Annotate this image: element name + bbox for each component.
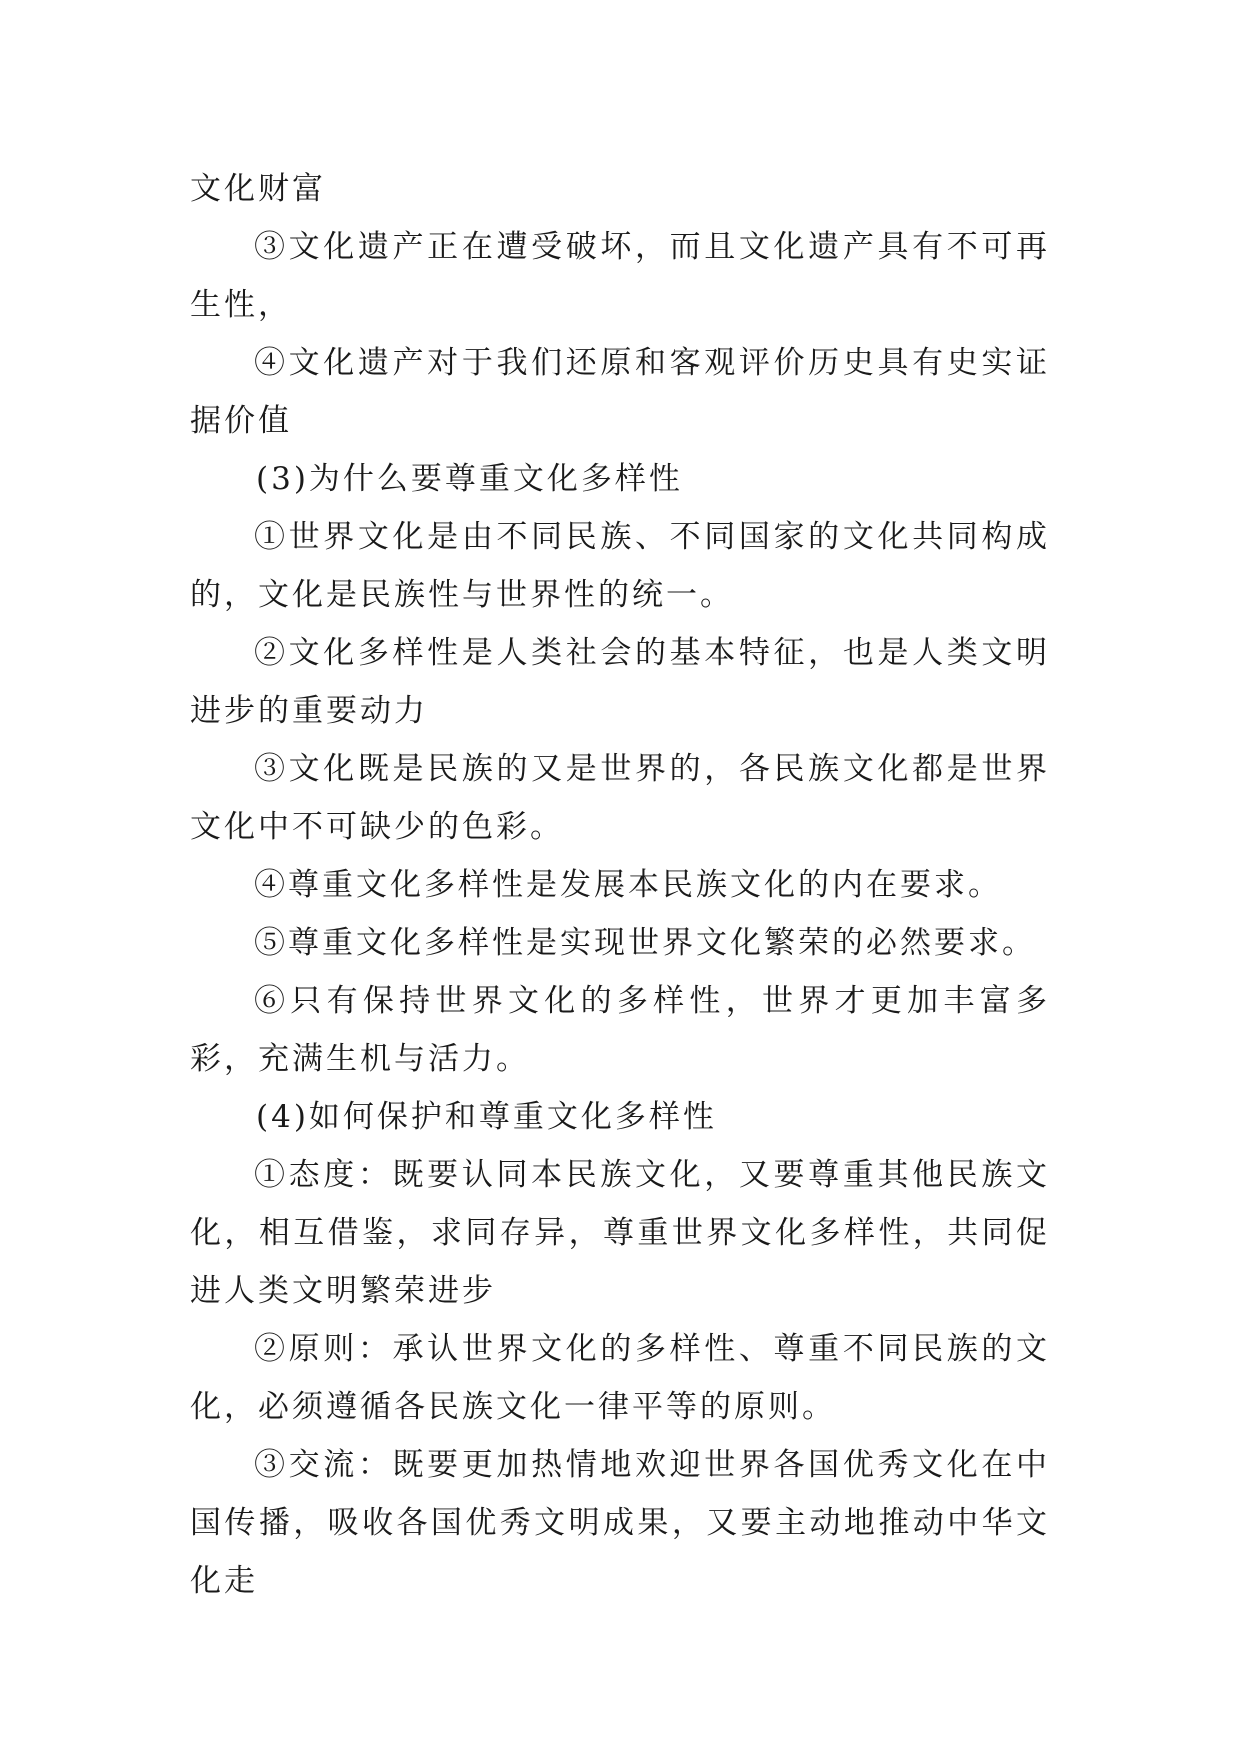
paragraph-item-4-heritage-evidence: ④文化遗产对于我们还原和客观评价历史具有史实证据价值 — [190, 345, 1050, 439]
section-heading-4: (4)如何保护和尊重文化多样性 — [256, 1099, 717, 1135]
paragraph-item-5-prosperity: ⑤尊重文化多样性是实现世界文化繁荣的必然要求。 — [254, 925, 1036, 961]
paragraph-item-2-diversity-feature: ②文化多样性是人类社会的基本特征，也是人类文明进步的重要动力 — [190, 635, 1050, 729]
paragraph-item-2-principle: ②原则：承认世界文化的多样性、尊重不同民族的文化，必须遵循各民族文化一律平等的原则。 — [190, 1331, 1050, 1425]
section-heading-3: (3)为什么要尊重文化多样性 — [256, 461, 683, 497]
paragraph-item-6-colorful: ⑥只有保持世界文化的多样性，世界才更加丰富多彩，充满生机与活力。 — [190, 983, 1050, 1077]
paragraph-item-4-development: ④尊重文化多样性是发展本民族文化的内在要求。 — [254, 867, 1002, 903]
paragraph-item-1-world-culture: ①世界文化是由不同民族、不同国家的文化共同构成的，文化是民族性与世界性的统一。 — [190, 519, 1050, 613]
paragraph-item-3-exchange: ③交流：既要更加热情地欢迎世界各国优秀文化在中国传播，吸收各国优秀文明成果，又要主动地推动中华文化走 — [190, 1447, 1050, 1599]
document-body — [190, 160, 1050, 1610]
paragraph-item-1-attitude: ①态度：既要认同本民族文化，又要尊重其他民族文化，相互借鉴，求同存异，尊重世界文化多样性，共同促进人类文明繁荣进步 — [190, 1157, 1050, 1309]
paragraph-item-3-heritage-damage: ③文化遗产正在遭受破坏，而且文化遗产具有不可再生性， — [190, 229, 1050, 323]
paragraph-continuation: 文化财富 — [190, 171, 326, 207]
paragraph-item-3-national-world: ③文化既是民族的又是世界的，各民族文化都是世界文化中不可缺少的色彩。 — [190, 751, 1050, 845]
